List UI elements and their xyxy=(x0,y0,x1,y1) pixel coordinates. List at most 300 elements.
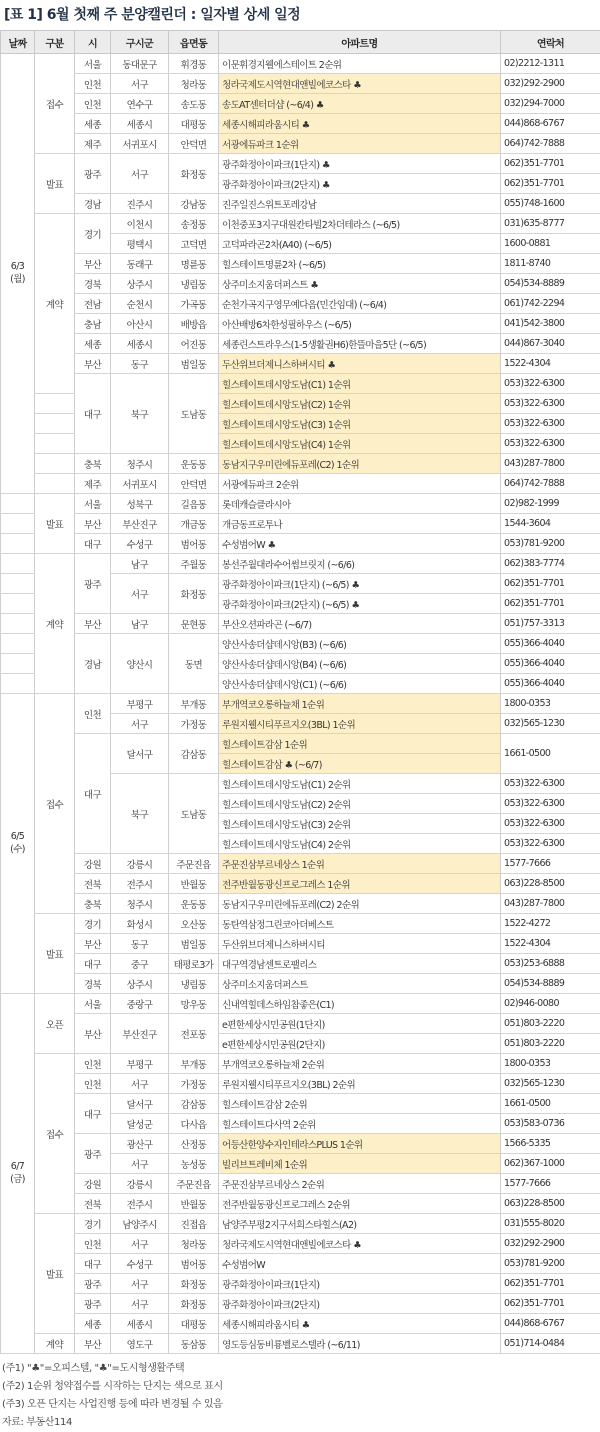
footnote: (주2) 1순위 청약접수를 시작하는 단지는 색으로 표시 xyxy=(2,1378,600,1396)
gu-cell: 서귀포시 xyxy=(111,474,169,494)
phone-cell: 02)2212-1311 xyxy=(501,54,600,74)
dong-cell: 대평동 xyxy=(169,1314,219,1334)
gu-cell: 남구 xyxy=(111,614,169,634)
phone-cell: 063)228-8500 xyxy=(501,874,600,894)
gu-cell: 북구 xyxy=(111,774,169,854)
dong-cell: 냉림동 xyxy=(169,274,219,294)
dong-cell: 망우동 xyxy=(169,994,219,1014)
phone-cell: 032)294-7000 xyxy=(501,94,600,114)
apt-cell: 개금동프로투나 xyxy=(219,514,501,534)
apt-cell: 힐스테이트데시앙도남(C4) 1순위 xyxy=(219,434,501,454)
si-cell: 대구 xyxy=(75,1094,111,1134)
table-row xyxy=(1,634,600,654)
si-cell: 강원 xyxy=(75,854,111,874)
apt-cell: 광주화정아이파크(1단지) (~6/5) ♣ xyxy=(219,574,501,594)
date-cell xyxy=(1,634,35,654)
si-cell: 대구 xyxy=(75,534,111,554)
gu-cell: 서구 xyxy=(111,1074,169,1094)
apt-cell: 힐스테이트데시앙도남(C3) 2순위 xyxy=(219,814,501,834)
dong-cell: 안덕면 xyxy=(169,474,219,494)
table-row xyxy=(1,1174,600,1194)
apt-cell: 주문진삼부르네상스 2순위 xyxy=(219,1174,501,1194)
date-cell xyxy=(1,654,35,674)
table-row xyxy=(1,1134,600,1154)
gu-cell: 청주시 xyxy=(111,454,169,474)
gu-cell: 성북구 xyxy=(111,494,169,514)
table-row xyxy=(1,914,600,934)
apt-cell: 힐스테이트데시앙도남(C1) 1순위 xyxy=(219,374,501,394)
si-cell: 세종 xyxy=(75,1314,111,1334)
kind-cell: 접수 xyxy=(35,1054,75,1214)
si-cell: 경기 xyxy=(75,914,111,934)
apt-cell: 상주미소지움더퍼스트 ♣ xyxy=(219,274,501,294)
apt-cell: 힐스테이트데시앙도남(C4) 2순위 xyxy=(219,834,501,854)
phone-cell: 1522-4304 xyxy=(501,354,600,374)
column-header: 구시군 xyxy=(111,31,169,54)
table-row xyxy=(1,1234,600,1254)
gu-cell: 세종시 xyxy=(111,334,169,354)
dong-cell: 다사읍 xyxy=(169,1114,219,1134)
dong-cell: 주월동 xyxy=(169,554,219,574)
gu-cell: 세종시 xyxy=(111,114,169,134)
dong-cell: 범일동 xyxy=(169,934,219,954)
table-row xyxy=(1,1274,600,1294)
apt-cell: 이천중포3지구대원칸타빌2차더테라스 (~6/5) xyxy=(219,214,501,234)
si-cell: 부산 xyxy=(75,354,111,374)
apt-cell: 남양주부평2지구서희스타힐스(A2) xyxy=(219,1214,501,1234)
apt-cell: 힐스테이트다사역 2순위 xyxy=(219,1114,501,1134)
table-row xyxy=(1,454,600,474)
kind-cell: 발표 xyxy=(35,1214,75,1334)
date-cell xyxy=(1,534,35,554)
phone-cell: 062)383-7774 xyxy=(501,554,600,574)
gu-cell: 상주시 xyxy=(111,274,169,294)
dong-cell: 명륜동 xyxy=(169,254,219,274)
gu-cell: 아산시 xyxy=(111,314,169,334)
table-row xyxy=(1,134,600,154)
table-row xyxy=(1,1334,600,1354)
apt-cell: e편한세상시민공원(2단지) xyxy=(219,1034,501,1054)
table-row xyxy=(1,114,600,134)
table-row xyxy=(1,734,600,754)
gu-cell: 서귀포시 xyxy=(111,134,169,154)
si-cell: 경기 xyxy=(75,1214,111,1234)
phone-cell: 02)982-1999 xyxy=(501,494,600,514)
date-cell: 6/3 (월) xyxy=(1,54,35,494)
phone-cell: 02)946-0080 xyxy=(501,994,600,1014)
apt-cell: 광주화정아이파크(1단지) xyxy=(219,1274,501,1294)
apt-cell: 세종린스트라우스(1-5생활권H6)한뜰마을5단 (~6/5) xyxy=(219,334,501,354)
phone-cell: 055)748-1600 xyxy=(501,194,600,214)
gu-cell: 서구 xyxy=(111,574,169,614)
dong-cell: 화정동 xyxy=(169,154,219,194)
apt-cell: 광주화정아이파크(2단지) (~6/5) ♣ xyxy=(219,594,501,614)
apt-cell: 힐스테이트데시앙도남(C1) 2순위 xyxy=(219,774,501,794)
dong-cell: 부개동 xyxy=(169,694,219,714)
table-row xyxy=(1,274,600,294)
gu-cell: 강릉시 xyxy=(111,1174,169,1194)
gu-cell: 강릉시 xyxy=(111,854,169,874)
apt-cell: 힐스테이트감삼 1순위 xyxy=(219,734,501,754)
column-header: 아파트명 xyxy=(219,31,501,54)
phone-cell: 1661-0500 xyxy=(501,1094,600,1114)
dong-cell: 가정동 xyxy=(169,1074,219,1094)
phone-cell: 051)757-3313 xyxy=(501,614,600,634)
phone-cell: 053)322-6300 xyxy=(501,834,600,854)
table-row xyxy=(1,514,600,534)
phone-cell: 031)635-8777 xyxy=(501,214,600,234)
dong-cell: 주문진읍 xyxy=(169,854,219,874)
dong-cell: 안덕면 xyxy=(169,134,219,154)
apt-cell: 순천가곡지구영무예다음(민간임대) (~6/4) xyxy=(219,294,501,314)
dong-cell: 반월동 xyxy=(169,1194,219,1214)
phone-cell: 053)322-6300 xyxy=(501,414,600,434)
kind-cell xyxy=(35,414,75,434)
gu-cell: 서구 xyxy=(111,1154,169,1174)
apt-cell: 대구역경남센트로팰리스 xyxy=(219,954,501,974)
gu-cell: 상주시 xyxy=(111,974,169,994)
table-row xyxy=(1,1094,600,1114)
si-cell: 제주 xyxy=(75,134,111,154)
apt-cell: 아산배방6차한성필하우스 (~6/5) xyxy=(219,314,501,334)
kind-cell: 접수 xyxy=(35,694,75,914)
gu-cell: 동대문구 xyxy=(111,54,169,74)
phone-cell: 062)351-7701 xyxy=(501,154,600,174)
apt-cell: 양산사송더샵데시앙(C1) (~6/6) xyxy=(219,674,501,694)
phone-cell: 055)366-4040 xyxy=(501,674,600,694)
si-cell: 대구 xyxy=(75,374,111,454)
apt-cell: 광주화정아이파크(2단지) xyxy=(219,1294,501,1314)
apt-cell: 진주일진스위트포레강남 xyxy=(219,194,501,214)
dong-cell: 냉림동 xyxy=(169,974,219,994)
dong-cell: 화정동 xyxy=(169,1274,219,1294)
dong-cell: 송정동 xyxy=(169,214,219,234)
kind-cell xyxy=(35,394,75,414)
phone-cell: 043)287-7800 xyxy=(501,894,600,914)
dong-cell: 어진동 xyxy=(169,334,219,354)
dong-cell: 개금동 xyxy=(169,514,219,534)
si-cell: 세종 xyxy=(75,114,111,134)
gu-cell: 광산구 xyxy=(111,1134,169,1154)
apt-cell: 수성범어W xyxy=(219,1254,501,1274)
table-row xyxy=(1,974,600,994)
dong-cell: 배방읍 xyxy=(169,314,219,334)
kind-cell: 발표 xyxy=(35,914,75,994)
table-row xyxy=(1,294,600,314)
apt-cell: 청라국제도시역현대앤빌에코스타 ♣ xyxy=(219,74,501,94)
phone-cell: 032)565-1230 xyxy=(501,1074,600,1094)
si-cell: 대구 xyxy=(75,734,111,854)
phone-cell: 1577-7666 xyxy=(501,854,600,874)
column-header: 날짜 xyxy=(1,31,35,54)
phone-cell: 1566-5335 xyxy=(501,1134,600,1154)
table-row xyxy=(1,314,600,334)
phone-cell: 053)583-0736 xyxy=(501,1114,600,1134)
apt-cell: 수성범어W ♣ xyxy=(219,534,501,554)
si-cell: 충북 xyxy=(75,454,111,474)
si-cell: 광주 xyxy=(75,154,111,194)
kind-cell: 계약 xyxy=(35,1334,75,1354)
si-cell: 부산 xyxy=(75,614,111,634)
table-row xyxy=(1,74,600,94)
phone-cell: 061)742-2294 xyxy=(501,294,600,314)
table-row xyxy=(1,374,600,394)
apt-cell: 힐스테이트데시앙도남(C2) 1순위 xyxy=(219,394,501,414)
gu-cell: 동구 xyxy=(111,354,169,374)
date-cell: 6/7 (금) xyxy=(1,994,35,1354)
date-cell xyxy=(1,594,35,614)
apt-cell: 이문휘경지웰에스테이트 2순위 xyxy=(219,54,501,74)
si-cell: 광주 xyxy=(75,554,111,614)
table-row xyxy=(1,254,600,274)
phone-cell: 053)322-6300 xyxy=(501,394,600,414)
kind-cell xyxy=(35,454,75,474)
phone-cell: 1661-0500 xyxy=(501,734,600,774)
table-body xyxy=(1,54,600,1354)
dong-cell: 태평로3가 xyxy=(169,954,219,974)
column-header: 연락처 xyxy=(501,31,600,54)
si-cell: 서울 xyxy=(75,994,111,1014)
dong-cell: 가정동 xyxy=(169,714,219,734)
phone-cell: 1544-3604 xyxy=(501,514,600,534)
apt-cell: 양산사송더샵데시앙(B3) (~6/6) xyxy=(219,634,501,654)
apt-cell: 롯데캐슬클라시아 xyxy=(219,494,501,514)
dong-cell: 가곡동 xyxy=(169,294,219,314)
gu-cell: 순천시 xyxy=(111,294,169,314)
gu-cell: 동래구 xyxy=(111,254,169,274)
dong-cell: 부개동 xyxy=(169,1054,219,1074)
gu-cell: 부산진구 xyxy=(111,1014,169,1054)
si-cell: 부산 xyxy=(75,1334,111,1354)
table-row xyxy=(1,474,600,494)
kind-cell: 계약 xyxy=(35,214,75,394)
gu-cell: 남양주시 xyxy=(111,1214,169,1234)
dong-cell: 운동동 xyxy=(169,454,219,474)
footnote: (주3) 오픈 단지는 사업진행 등에 따라 변경될 수 있음 xyxy=(2,1396,600,1414)
gu-cell: 전주시 xyxy=(111,874,169,894)
gu-cell: 진주시 xyxy=(111,194,169,214)
apt-cell: 영도등심동비룡벨로스텔라 (~6/11) xyxy=(219,1334,501,1354)
apt-cell: 세종시해피라움시티 ♣ xyxy=(219,1314,501,1334)
apt-cell: 동남지구우미린에듀포레(C2) 2순위 xyxy=(219,894,501,914)
si-cell: 세종 xyxy=(75,334,111,354)
phone-cell: 1800-0353 xyxy=(501,1054,600,1074)
phone-cell: 044)867-3040 xyxy=(501,334,600,354)
phone-cell: 062)351-7701 xyxy=(501,1274,600,1294)
phone-cell: 054)534-8889 xyxy=(501,274,600,294)
apt-cell: 힐스테이트명륜2차 (~6/5) xyxy=(219,254,501,274)
apt-cell: 루원지웰시티푸르지오(3BL) 1순위 xyxy=(219,714,501,734)
phone-cell: 1577-7666 xyxy=(501,1174,600,1194)
si-cell: 경남 xyxy=(75,194,111,214)
gu-cell: 화성시 xyxy=(111,914,169,934)
gu-cell: 전주시 xyxy=(111,1194,169,1214)
si-cell: 광주 xyxy=(75,1294,111,1314)
gu-cell: 양산시 xyxy=(111,634,169,694)
si-cell: 부산 xyxy=(75,254,111,274)
si-cell: 인천 xyxy=(75,694,111,734)
date-cell xyxy=(1,614,35,634)
si-cell: 제주 xyxy=(75,474,111,494)
schedule-table xyxy=(0,30,600,1354)
gu-cell: 세종시 xyxy=(111,1314,169,1334)
apt-cell: 어등산한양수자인테라스PLUS 1순위 xyxy=(219,1134,501,1154)
table-row xyxy=(1,534,600,554)
phone-cell: 041)542-3800 xyxy=(501,314,600,334)
gu-cell: 서구 xyxy=(111,714,169,734)
dong-cell: 대평동 xyxy=(169,114,219,134)
si-cell: 서울 xyxy=(75,54,111,74)
apt-cell: 주문진삼부르네상스 1순위 xyxy=(219,854,501,874)
phone-cell: 053)322-6300 xyxy=(501,434,600,454)
phone-cell: 051)803-2220 xyxy=(501,1034,600,1054)
dong-cell: 강남동 xyxy=(169,194,219,214)
gu-cell: 청주시 xyxy=(111,894,169,914)
apt-cell: 청라국제도시역현대앤빌에코스타 ♣ xyxy=(219,1234,501,1254)
table-row xyxy=(1,194,600,214)
apt-cell: 두산위브더제니스하버시티 xyxy=(219,934,501,954)
phone-cell: 062)367-1000 xyxy=(501,1154,600,1174)
phone-cell: 053)253-6888 xyxy=(501,954,600,974)
gu-cell: 서구 xyxy=(111,1294,169,1314)
apt-cell: 동남지구우미린에듀포레(C2) 1순위 xyxy=(219,454,501,474)
phone-cell: 062)351-7701 xyxy=(501,1294,600,1314)
phone-cell: 053)322-6300 xyxy=(501,814,600,834)
table-row xyxy=(1,554,600,574)
table-row xyxy=(1,54,600,74)
kind-cell: 계약 xyxy=(35,554,75,694)
gu-cell: 연수구 xyxy=(111,94,169,114)
phone-cell: 064)742-7888 xyxy=(501,474,600,494)
phone-cell: 064)742-7888 xyxy=(501,134,600,154)
table-header-row xyxy=(1,31,600,54)
gu-cell: 동구 xyxy=(111,934,169,954)
footnote: (주1) "♣"=오피스텔, "♣"=도시형생활주택 xyxy=(2,1360,600,1378)
phone-cell: 1522-4304 xyxy=(501,934,600,954)
dong-cell: 휘경동 xyxy=(169,54,219,74)
dong-cell: 동삼동 xyxy=(169,1334,219,1354)
gu-cell: 서구 xyxy=(111,1274,169,1294)
kind-cell: 접수 xyxy=(35,54,75,154)
table-row xyxy=(1,154,600,174)
table-row xyxy=(1,954,600,974)
table-row xyxy=(1,1014,600,1034)
gu-cell: 수성구 xyxy=(111,1254,169,1274)
dong-cell: 청라동 xyxy=(169,1234,219,1254)
si-cell: 강원 xyxy=(75,1174,111,1194)
dong-cell: 동면 xyxy=(169,634,219,694)
phone-cell: 062)351-7701 xyxy=(501,594,600,614)
phone-cell: 032)565-1230 xyxy=(501,714,600,734)
kind-cell xyxy=(35,474,75,494)
gu-cell: 부평구 xyxy=(111,694,169,714)
phone-cell: 053)781-9200 xyxy=(501,1254,600,1274)
apt-cell: 힐스테이트감삼 2순위 xyxy=(219,1094,501,1114)
apt-cell: 서광에듀파크 1순위 xyxy=(219,134,501,154)
apt-cell: 세종시해피라움시티 ♣ xyxy=(219,114,501,134)
table-row xyxy=(1,934,600,954)
apt-cell: 부개역코오롱하늘채 2순위 xyxy=(219,1054,501,1074)
gu-cell: 서구 xyxy=(111,74,169,94)
phone-cell: 063)228-8500 xyxy=(501,1194,600,1214)
phone-cell: 1811-8740 xyxy=(501,254,600,274)
dong-cell: 화정동 xyxy=(169,574,219,614)
si-cell: 서울 xyxy=(75,494,111,514)
dong-cell: 문현동 xyxy=(169,614,219,634)
table-row xyxy=(1,1214,600,1234)
dong-cell: 산정동 xyxy=(169,1134,219,1154)
table-row xyxy=(1,1314,600,1334)
footnote: 자료: 부동산114 xyxy=(2,1414,600,1432)
gu-cell: 부평구 xyxy=(111,1054,169,1074)
phone-cell: 062)351-7701 xyxy=(501,174,600,194)
table-row xyxy=(1,1074,600,1094)
si-cell: 경남 xyxy=(75,634,111,694)
si-cell: 인천 xyxy=(75,1074,111,1094)
gu-cell: 달서구 xyxy=(111,734,169,774)
si-cell: 대구 xyxy=(75,954,111,974)
table-row xyxy=(1,1254,600,1274)
apt-cell: 부개역코오롱하늘채 1순위 xyxy=(219,694,501,714)
phone-cell: 044)868-6767 xyxy=(501,114,600,134)
phone-cell: 032)292-2900 xyxy=(501,1234,600,1254)
phone-cell: 032)292-2900 xyxy=(501,74,600,94)
dong-cell: 오산동 xyxy=(169,914,219,934)
apt-cell: 루원지웰시티푸르지오(3BL) 2순위 xyxy=(219,1074,501,1094)
gu-cell: 중랑구 xyxy=(111,994,169,1014)
table-row xyxy=(1,494,600,514)
si-cell: 인천 xyxy=(75,1054,111,1074)
apt-cell: 두산위브더제니스하버시티 ♣ xyxy=(219,354,501,374)
phone-cell: 044)868-6767 xyxy=(501,1314,600,1334)
gu-cell: 중구 xyxy=(111,954,169,974)
apt-cell: 힐스테이트데시앙도남(C2) 2순위 xyxy=(219,794,501,814)
table-row xyxy=(1,1054,600,1074)
footnotes xyxy=(0,1360,600,1432)
dong-cell: 길음동 xyxy=(169,494,219,514)
column-header: 읍면동 xyxy=(169,31,219,54)
gu-cell: 서구 xyxy=(111,1234,169,1254)
si-cell: 경북 xyxy=(75,974,111,994)
table-row xyxy=(1,1294,600,1314)
phone-cell: 1522-4272 xyxy=(501,914,600,934)
phone-cell: 053)322-6300 xyxy=(501,374,600,394)
date-cell xyxy=(1,494,35,514)
table-row xyxy=(1,214,600,234)
apt-cell: 양산사송더샵데시앙(B4) (~6/6) xyxy=(219,654,501,674)
dong-cell: 주문진읍 xyxy=(169,1174,219,1194)
si-cell: 인천 xyxy=(75,74,111,94)
si-cell: 부산 xyxy=(75,1014,111,1054)
phone-cell: 053)322-6300 xyxy=(501,794,600,814)
phone-cell: 054)534-8889 xyxy=(501,974,600,994)
phone-cell: 043)287-7800 xyxy=(501,454,600,474)
si-cell: 광주 xyxy=(75,1274,111,1294)
column-header: 시 xyxy=(75,31,111,54)
phone-cell: 051)803-2220 xyxy=(501,1014,600,1034)
si-cell: 전북 xyxy=(75,874,111,894)
phone-cell: 055)366-4040 xyxy=(501,654,600,674)
dong-cell: 전포동 xyxy=(169,1014,219,1054)
apt-cell: 광주화정아이파크(1단지) ♣ xyxy=(219,154,501,174)
table-row xyxy=(1,354,600,374)
gu-cell: 수성구 xyxy=(111,534,169,554)
kind-cell xyxy=(35,434,75,454)
dong-cell: 범일동 xyxy=(169,354,219,374)
gu-cell: 남구 xyxy=(111,554,169,574)
si-cell: 충북 xyxy=(75,894,111,914)
dong-cell: 범어동 xyxy=(169,1254,219,1274)
